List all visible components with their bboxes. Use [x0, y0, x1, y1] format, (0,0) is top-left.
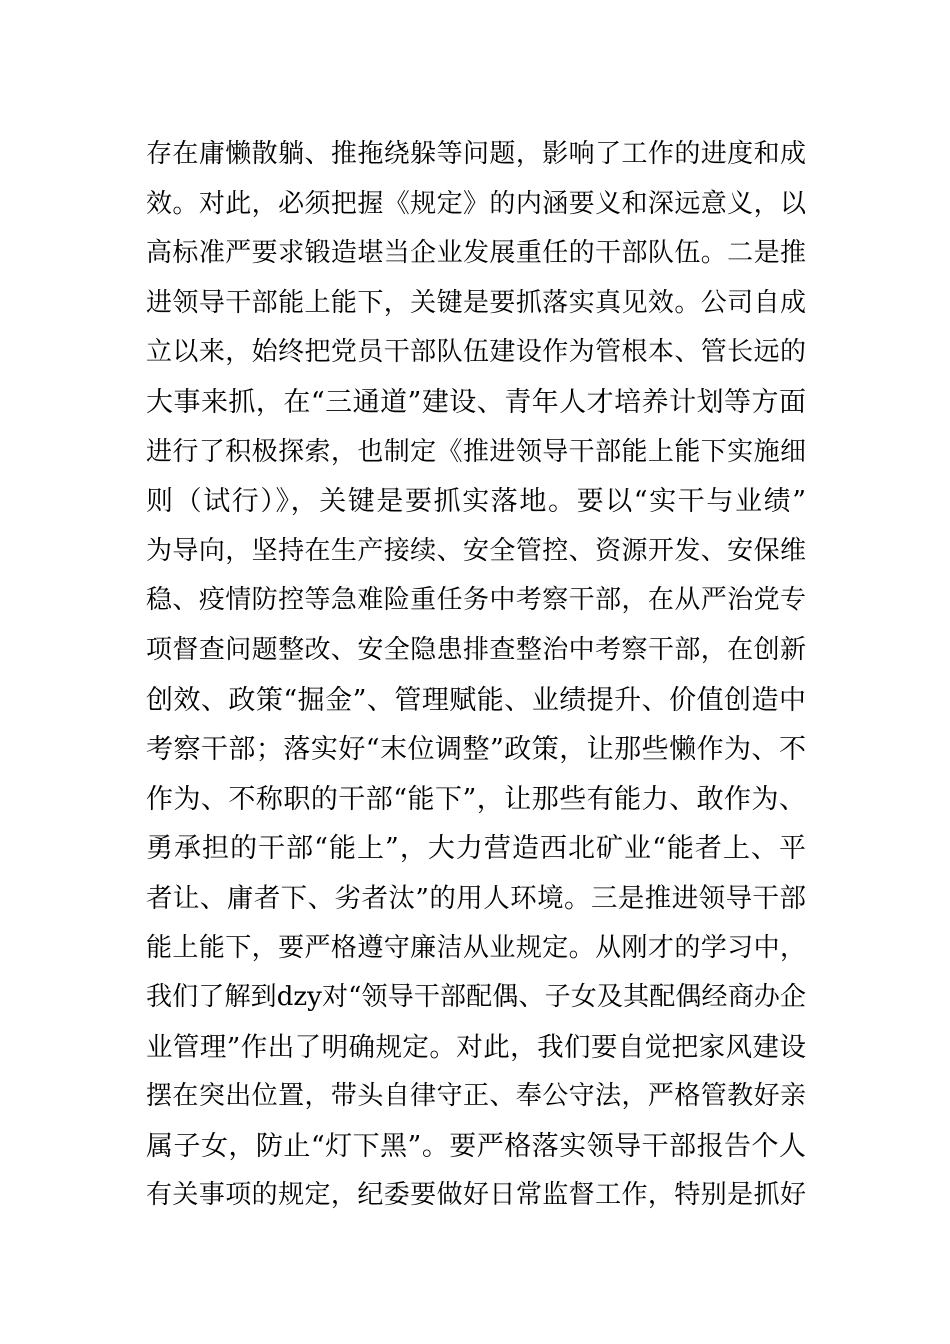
text-line-9: 为导向，坚持在生产接续、安全管控、资源开发、安保维	[146, 535, 806, 566]
text-line-18: 我们了解到dzy对“领导干部配偶、子女及其配偶经商办企	[146, 982, 806, 1013]
text-line-13: 考察干部；落实好“末位调整”政策，让那些懒作为、不	[146, 734, 806, 766]
text-line-8: 则（试行）》，关键是要抓实落地。要以“实干与业绩”	[146, 486, 806, 518]
text-line-11: 项督查问题整改、安全隐患排查整治中考察干部，在创新	[146, 634, 806, 665]
text-line-17: 能上能下，要严格遵守廉洁从业规定。从刚才的学习中，	[146, 932, 806, 963]
text-line-3: 高标准严要求锻造堪当企业发展重任的干部队伍。二是推	[146, 238, 806, 269]
text-line-7: 进行了积极探索，也制定《推进领导干部能上能下实施细	[146, 436, 806, 467]
text-line-1: 存在庸懒散躺、推拖绕躲等问题，影响了工作的进度和成	[146, 139, 806, 169]
text-line-22: 有关事项的规定，纪委要做好日常监督工作，特别是抓好	[146, 1180, 806, 1211]
text-line-2: 效。对此，必须把握《规定》的内涵要义和深远意义，以	[146, 188, 806, 219]
text-line-5: 立以来，始终把党员干部队伍建设作为管根本、管长远的	[146, 337, 806, 368]
text-line-4: 进领导干部能上能下，关键是要抓落实真见效。公司自成	[146, 287, 806, 318]
text-line-14: 作为、不称职的干部“能下”，让那些有能力、敢作为、	[146, 783, 806, 815]
text-line-16: 者让、庸者下、劣者汰”的用人环境。三是推进领导干部	[146, 882, 806, 914]
body-text	[146, 130, 806, 1221]
text-line-15: 勇承担的干部“能上”，大力营造西北矿业“能者上、平	[146, 833, 806, 865]
text-line-19: 业管理”作出了明确规定。对此，我们要自觉把家风建设	[146, 1031, 806, 1063]
text-line-10: 稳、疫情防控等急难险重任务中考察干部，在从严治党专	[146, 585, 806, 616]
text-line-6: 大事来抓，在“三通道”建设、青年人才培养计划等方面	[146, 386, 806, 418]
text-line-21: 属子女，防止“灯下黑”。要严格落实领导干部报告个人	[146, 1130, 806, 1162]
text-line-20: 摆在突出位置，带头自律守正、奉公守法，严格管教好亲	[146, 1081, 806, 1112]
text-line-12: 创效、政策“掘金”、管理赋能、业绩提升、价值创造中	[146, 684, 806, 716]
